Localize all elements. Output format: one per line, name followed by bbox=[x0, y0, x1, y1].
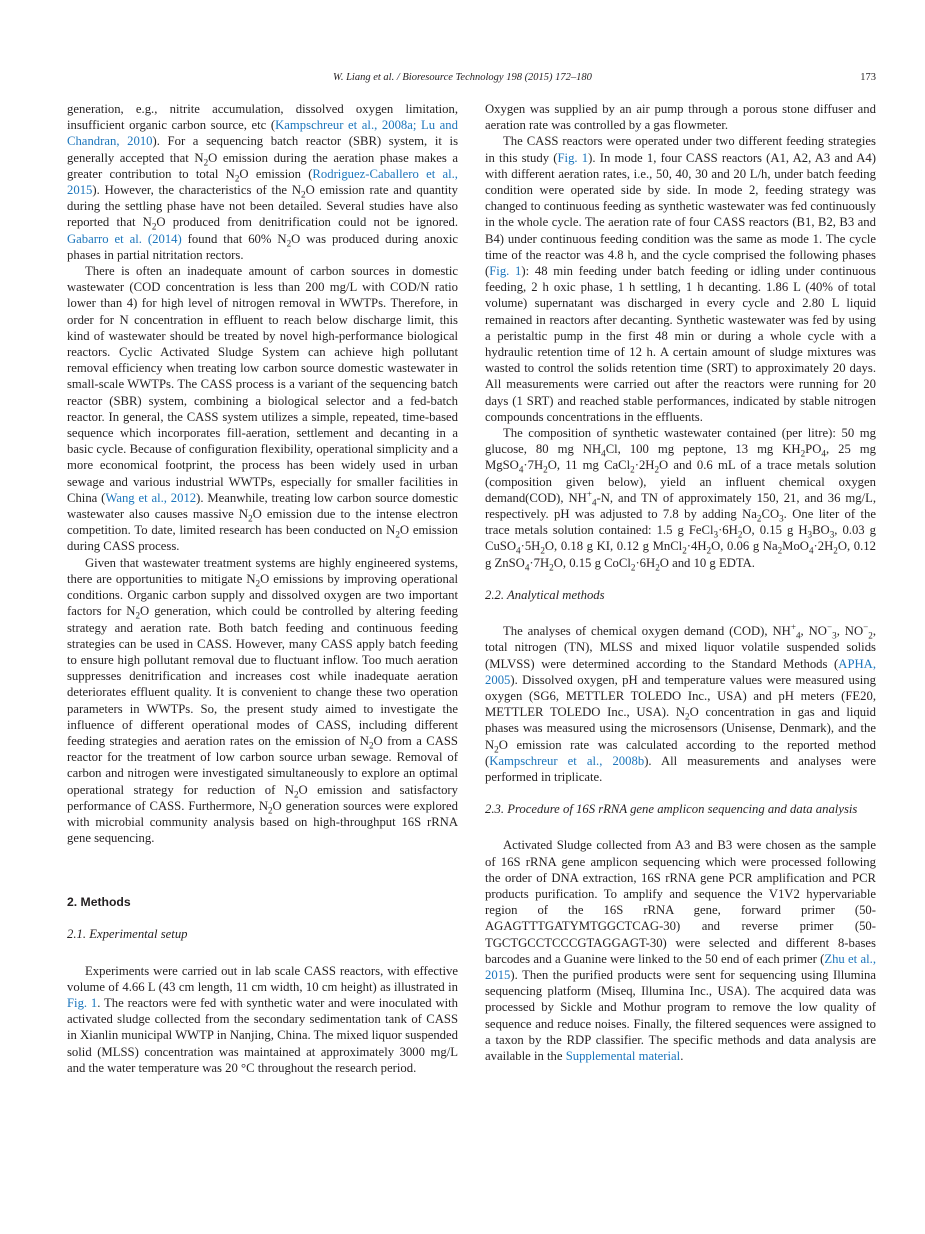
paragraph-study-aim: Given that wastewater treatment systems are highly engineered systems, there are opportunities to mitigate $N_2O$ emissions by improving operational conditions. Organic carbon supply and dissolved oxygen are two important factors for $N_2O$ generation, which could be controlled by altering feeding strategy and aeration rate. Both batch feeding and continuous feeding strategies can be used in CASS. However, many CASS apply batch feeding to ensure high pollutant removal due to fluctuant inflow. Too much aeration suppresses denitrification and increases cost while inadequate aeration deteriorates effluent quality. It is convenient to change these two operation parameters in WWTPs. So, the present study aimed to investigate the influence of different operational modes of CASS, including different feeding strategies and aeration rates on the emission of $N_2O$ from a CASS reactor for the treatment of low carbon source urban sewage. Removal of carbon and nitrogen were investigated simultaneously to explore an optimal operational strategy for reduction of $N_2O$ emission and satisfactory performance of CASS. Furthermore, $N_2O$ generation sources were explored with microbial community analysis based on high-throughput 16S rRNA gene sequencing. bbox=[67, 555, 459, 846]
paragraph-feeding-strategies: The CASS reactors were operated under two different feeding strategies in this study (Fig. 1). In mode 1, four CASS reactors (A1, A2, A3 and A4) with different aeration rates, i.e., 50, 40, 30 and 20 L/h, under batch feeding condition were operated side by side. In mode 2, feeding strategy was changed to continuous feeding as synthetic wastewater was fed continuously in the whole cycle. The aeration rate of four CASS reactors (B1, B2, B3 and B4) under continuous feeding condition was the same as mode 1. The cycle time of the reactor was 4.8 h, and the cycle comprised the following phases (Fig. 1): 48 min feeding under batch feeding or idling under continuous feeding, 2 h oxic phase, 1 h settling, 1 h decanting. 1.86 L (40% of total volume) supernatant was discharged in every cycle and 2.80 L liquid remained in reactors after decanting. Synthetic wastewater was fed by using a peristaltic pump in the first 48 min or during a whole cycle with a hydraulic retention time of 12 h. A certain amount of sludge mixtures was wasted to control the solids retention time (SRT) to approximately 20 days. All measurements were carried out after the reactors were running for 20 days (1 SRT) and reached stable performances, indicated by stable nitrogen compounds concentrations in the effluents. bbox=[485, 134, 876, 424]
running-title: W. Liang et al. / Bioresource Technology 198 (2015) 172–180 bbox=[333, 72, 592, 83]
figure-link[interactable]: Fig. 1 bbox=[489, 264, 522, 279]
citation-link[interactable]: Zhu et al., 2015 bbox=[485, 951, 876, 982]
supplemental-link[interactable]: Supplemental material bbox=[565, 1048, 681, 1063]
paragraph-carbon-source: There is often an inadequate amount of carbon sources in domestic wastewater (COD concentration is less than 200 mg/L with COD/N ratio lower than 4) for high level of nitrogen removal in WWTPs. Therefore, in order for N concentration in effluent to reach below discharge limit, this kind of wastewater should be treated by novel high-performance biological reactors. Cyclic Activated Sludge System can achieve high pollutant removal efficiency when treating low carbon source domestic wastewater in small-scale WWTPs. The CASS process is a variant of the sequencing batch reactor (SBR) system, combining a biological selector and a fed-batch reactor. In general, the CASS system utilizes a simple, repeated, time-based sequence which incorporates fill-aeration, settlement and decanting in a basic cycle. Because of configuration flexibility, operational simplicity and a more economical footprint, the process has been widely used in urban sewage and various industrial WWTPs, especially for smaller facilities in China (Wang et al., 2012). Meanwhile, treating low carbon source domestic wastewater also causes massive $N_2O$ emission due to the intense electron competition. To date, limited research has been conducted on $N_2O$ emission during CASS process. bbox=[67, 264, 458, 554]
paragraph-analytical-methods: The analyses of chemical oxygen demand (COD), $NH^+_4$, $NO^-_3$, $NO^-_2$, total nitrogen (TN), MLSS and mixed liquor volatile suspended solids (MLVSS) were determined according to the Standard Methods (APHA, 2005). Dissolved oxygen, pH and temperature values were measured using oxygen (SG6, METTLER TOLEDO Inc., USA) and pH meters (FE20, METTLER TOLEDO Inc., USA). $N_2O$ concentration in gas and liquid phases was measured using the microsensors (Unisense, Denmark), and the $N_2O$ emission rate was calculated according to the reported method (Kampschreur et al., 2008b). All measurements and analyses were performed in triplicate. bbox=[485, 621, 877, 784]
figure-link[interactable]: Fig. 1 bbox=[557, 150, 589, 165]
citation-link[interactable]: Kampschreur et al., 2008a; Lu and Chandran, 2010 bbox=[67, 118, 458, 149]
citation-link[interactable]: Gabarro et al. (2014) bbox=[67, 231, 182, 246]
paragraph-sequencing: Activated Sludge collected from A3 and B3 were chosen as the sample of 16S rRNA gene amplicon sequencing which were processed following the order of DNA extraction, 16S rRNA gene PCR amplification and PCR products purification. To amplify and sequence the V1V2 hypervariable region of the 16S rRNA gene, forward primer (50-AGAGTTTGATYMTGGCTCAG-30) and reverse primer (50-TGCTGCCTCCCGTAGGAGT-30) were selected and different 8-bases barcodes and a Guanine were linked to the 50 end of each primer (Zhu et al., 2015). Then the purified products were sent for sequencing using Illumina sequencing platform (Miseq, Illumina Inc., USA). The acquired data was processed by Sickle and Mothur program to remove the low quality of sequence and reduce noises. Finally, the filtered sequences were assigned to a taxon by the RDP classifier. The specific methods and data analysis are available in the Supplemental material. bbox=[485, 838, 876, 1063]
subsection-heading-experimental-setup: 2.1. Experimental setup bbox=[67, 927, 188, 942]
subsection-heading-sequencing: 2.3. Procedure of 16S rRNA gene amplicon sequencing and data analysis bbox=[485, 802, 858, 817]
citation-link[interactable]: Wang et al., 2012 bbox=[105, 490, 197, 505]
subsection-heading-analytical-methods: 2.2. Analytical methods bbox=[485, 587, 605, 602]
citation-link[interactable]: Kampschreur et al., 2008b bbox=[489, 753, 645, 768]
paragraph-experimental-setup: Experiments were carried out in lab scale CASS reactors, with effective volume of 4.66 L (43 cm length, 11 cm width, 10 cm height) as illustrated in Fig. 1. The reactors were fed with synthetic water and were inoculated with activated sludge collected from the secondary sedimentation tank of CASS in Xianlin municipal WWTP in Nanjing, China. The mixed liquor suspended solid (MLSS) concentration was maintained at approximately 3000 mg/L and the water temperature was 20 °C throughout the research period. bbox=[67, 963, 458, 1075]
section-heading-methods: 2. Methods bbox=[67, 895, 131, 910]
figure-link[interactable]: Fig. 1 bbox=[67, 995, 98, 1010]
paragraph-aeration: Oxygen was supplied by an air pump through a porous stone diffuser and aeration rate was controlled by a gas flowmeter. bbox=[485, 102, 876, 133]
running-header bbox=[0, 70, 925, 90]
right-column bbox=[485, 101, 876, 1064]
paragraph-synthetic-wastewater: The composition of synthetic wastewater contained (per litre): 50 mg glucose, 80 mg $NH_4Cl$, 100 mg peptone, 13 mg $KH_2PO_4$, 25 mg $MgSO_4\cdot 7H_2O$, 11 mg $CaCl_2\cdot 2H_2O$ and 0.6 mL of a trace metals solution (composition given below), yield an influent chemical oxygen demand(COD), $NH^+_4-N$, and TN of approximately 150, 21, and 36 mg/L, respectively. pH was adjusted to 7.8 by adding $Na_2CO_3$. One liter of the trace metals solution contained: 1.5 g $FeCl_3\cdot 6H_2O$, 0.15 g $H_3BO_3$, 0.03 g $CuSO_4\cdot 5H_2O$, 0.18 g KI, 0.12 g $MnCl_2\cdot 4H_2O$, 0.06 g $Na_2MoO_4\cdot 2H_2O$, 0.12 g $ZnSO_4\cdot 7H_2O$, 0.15 g $CoCl_2\cdot 6H_2O$ and 10 g EDTA. bbox=[485, 426, 877, 573]
left-column bbox=[67, 101, 458, 1076]
citation-link[interactable]: APHA, 2005 bbox=[485, 656, 876, 687]
page-number: 173 bbox=[860, 72, 876, 83]
citation-link[interactable]: Rodriguez-Caballero et al., 2015 bbox=[67, 166, 458, 198]
paragraph-intro-continued: generation, e.g., nitrite accumulation, dissolved oxygen limitation, insufficient organic carbon source, etc (Kampschreur et al., 2008a; Lu and Chandran, 2010). For a sequencing batch reactor (SBR) system, it is generally accepted that $N_2O$ emission during the aeration phase makes a greater contribution to total $N_2O$ emission (Rodriguez-Caballero et al., 2015). However, the characteristics of the $N_2O$ emission rate and quantity during the settling phase have not been detailed. Several studies have also reported that $N_2O$ produced from denitrification could not be ignored. Gabarro et al. (2014) found that 60% $N_2O$ was produced during anoxic phases in partial nitritation rectors. bbox=[67, 102, 459, 262]
